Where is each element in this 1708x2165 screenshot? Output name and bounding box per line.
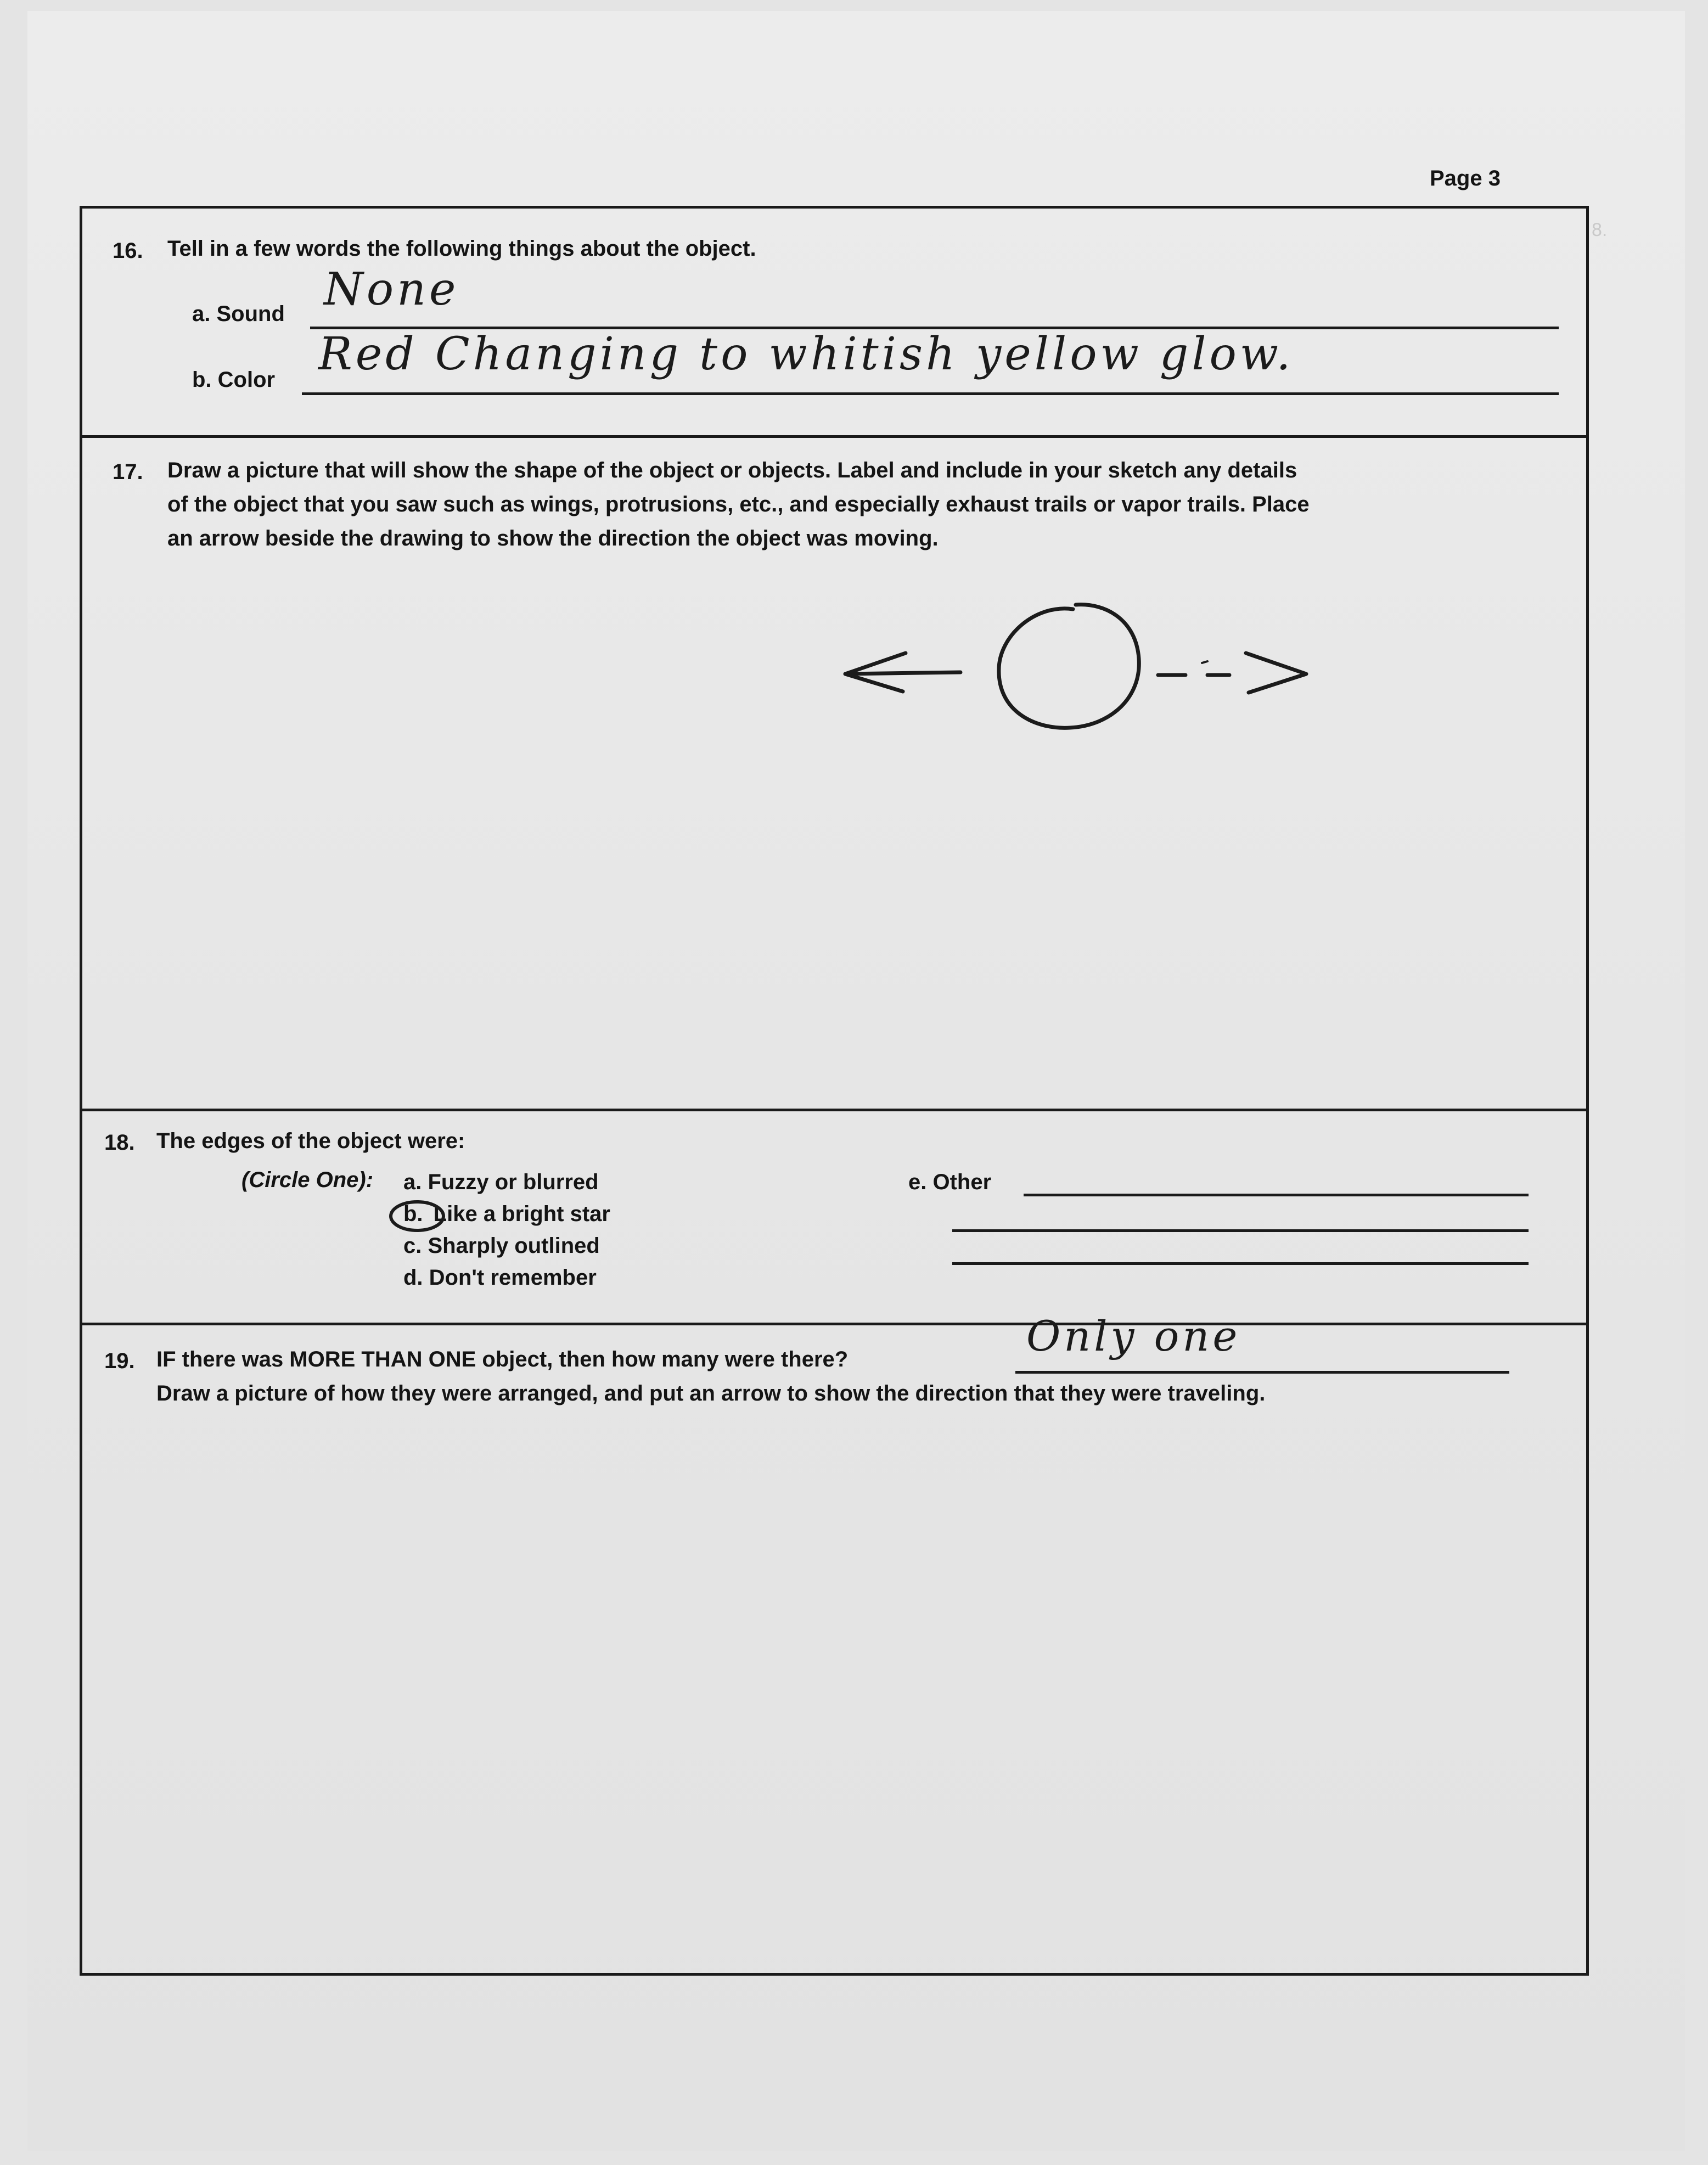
color-answer[interactable]: Red Changing to whitish yellow glow.: [318, 328, 1294, 380]
section-divider: [82, 1323, 1586, 1325]
other-line-3[interactable]: [952, 1262, 1529, 1265]
questionnaire-form: [80, 206, 1589, 1976]
count-line: [1015, 1371, 1509, 1374]
question-18-text: The edges of the object were:: [156, 1129, 465, 1153]
color-line: [302, 392, 1559, 395]
circle-one-label: (Circle One):: [241, 1168, 374, 1192]
bleed-through-text: 8.: [1592, 220, 1608, 240]
form-page: [27, 11, 1685, 2151]
edge-option-c[interactable]: c. Sharply outlined: [403, 1234, 600, 1258]
left-arrow-drawing: [845, 653, 960, 691]
question-18-number: 18.: [104, 1131, 135, 1155]
other-line-1[interactable]: [1024, 1194, 1529, 1196]
arrangement-sketch-area[interactable]: [93, 1427, 1575, 1954]
count-answer[interactable]: Only one: [1026, 1312, 1241, 1360]
question-17-line1: Draw a picture that will show the shape of the object or objects. Label and include in your sketch any details: [167, 458, 1297, 482]
object-sketch: [823, 565, 1361, 763]
question-19-number: 19.: [104, 1349, 135, 1373]
question-17-number: 17.: [113, 460, 143, 484]
section-divider: [82, 435, 1586, 438]
color-label: b. Color: [192, 368, 276, 392]
page-number: Page 3: [1430, 166, 1501, 190]
other-line-2[interactable]: [952, 1229, 1529, 1232]
question-17-line3: an arrow beside the drawing to show the direction the object was moving.: [167, 526, 939, 550]
question-19-line2: Draw a picture of how they were arranged, and put an arrow to show the direction that they were traveling.: [156, 1381, 1266, 1405]
edge-option-b-text: Like a bright star: [433, 1202, 610, 1226]
edge-option-b-letter: b.: [403, 1202, 423, 1226]
edge-option-a[interactable]: a. Fuzzy or blurred: [403, 1170, 599, 1194]
question-19-line1: IF there was MORE THAN ONE object, then how many were there?: [156, 1347, 849, 1371]
question-16-text: Tell in a few words the following things about the object.: [167, 237, 756, 261]
sound-answer[interactable]: None: [324, 263, 459, 316]
question-17-line2: of the object that you saw such as wings, protrusions, etc., and especially exhaust trails or vapor trails. Place: [167, 492, 1310, 516]
sound-label: a. Sound: [192, 302, 285, 326]
edge-option-d[interactable]: d. Don't remember: [403, 1266, 597, 1290]
right-arrowhead-drawing: [1246, 653, 1306, 693]
circled-selection-mark: [387, 1196, 447, 1235]
object-circle-drawing: [999, 605, 1139, 728]
section-divider: [82, 1109, 1586, 1111]
question-16-number: 16.: [113, 239, 143, 263]
other-label: e. Other: [908, 1170, 992, 1194]
